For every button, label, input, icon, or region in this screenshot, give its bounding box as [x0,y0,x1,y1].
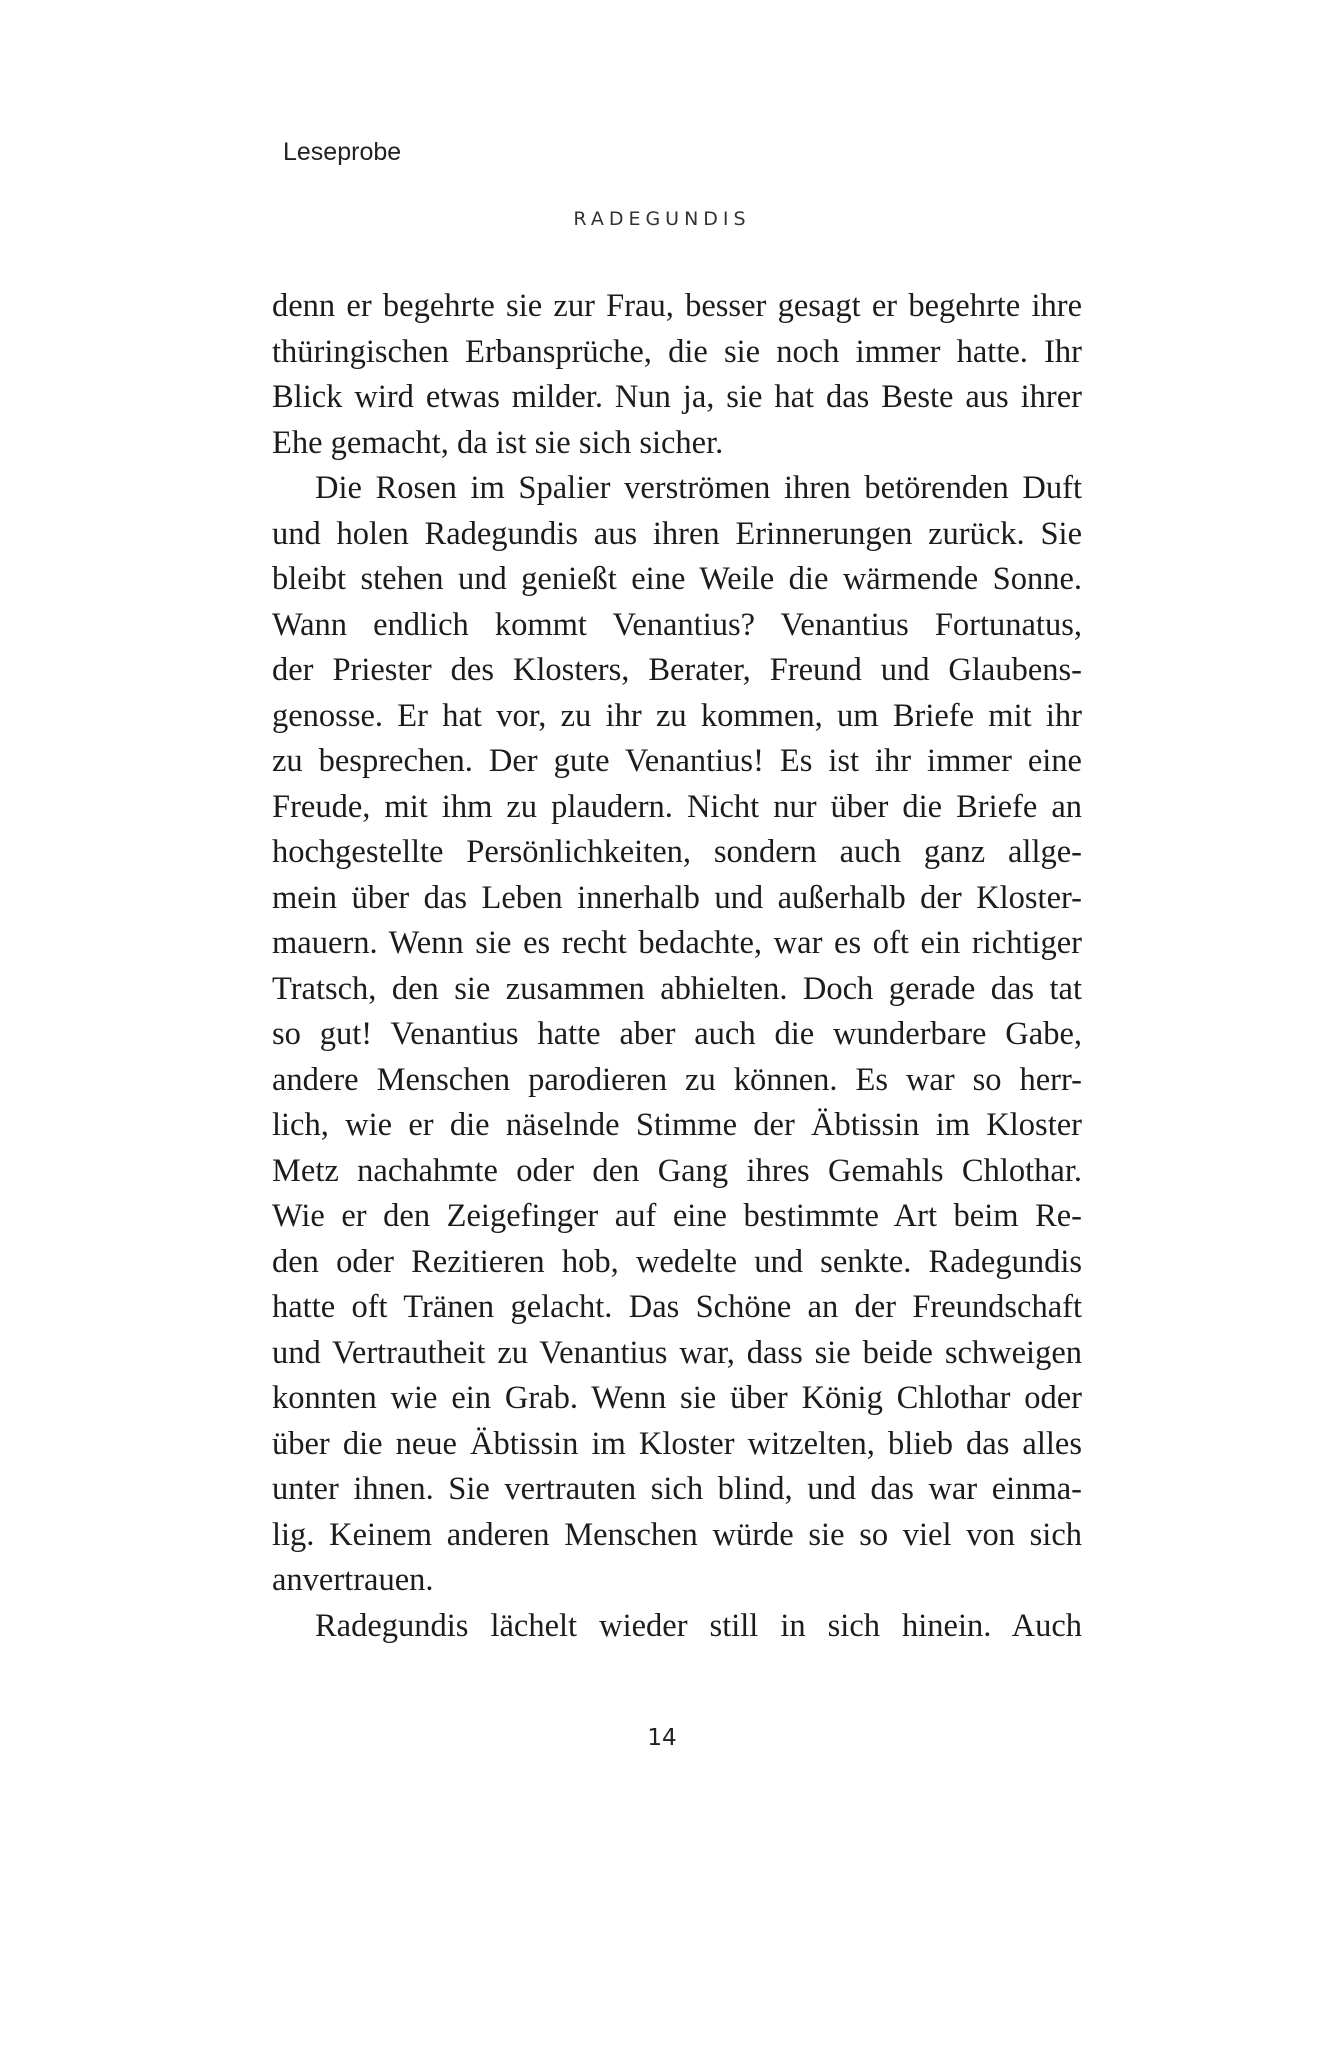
text-line: Wann endlich kommt Venantius? Venantius Fortunatus, [272,606,1082,643]
text-line: denn er begehrte sie zur Frau, besser gesagt er begehrte ihre [272,288,1082,324]
page-number: 14 [647,1725,677,1751]
text-line: Metz nachahmte oder den Gang ihres Gemahls Chlothar. [272,1152,1082,1189]
text-line: über die neue Äbtissin im Kloster witzelten, blieb das alles [272,1425,1082,1462]
text-line: Blick wird etwas milder. Nun ja, sie hat das Beste aus ihrer [272,379,1082,415]
text-line: anvertrauen. [272,1562,434,1598]
running-head: RADEGUNDIS [573,208,751,230]
text-line: unter ihnen. Sie vertrauten sich blind, und das war einma- [272,1471,1082,1507]
preview-stamp: Leseprobe [283,138,402,166]
text-line: Tratsch, den sie zusammen abhielten. Doch gerade das tat [272,970,1082,1007]
text-line: mauern. Wenn sie es recht bedachte, war es oft ein richtiger [272,925,1082,961]
text-line: Wie er den Zeigefinger auf eine bestimmte Art beim Re- [272,1198,1082,1234]
text-line: der Priester des Klosters, Berater, Freund und Glaubens- [272,652,1082,688]
text-line: andere Menschen parodieren zu können. Es war so herr- [272,1061,1082,1098]
text-line: zu besprechen. Der gute Venantius! Es ist ihr immer eine [272,743,1082,779]
text-line: lig. Keinem anderen Menschen würde sie so viel von sich [272,1516,1082,1553]
text-line: bleibt stehen und genießt eine Weile die wärmende Sonne. [272,561,1082,597]
body-text [272,284,1082,1649]
text-line: Radegundis lächelt wieder still in sich hinein. Auch [315,1607,1082,1644]
text-line: Die Rosen im Spalier verströmen ihren betörenden Duft [315,470,1082,506]
text-line: thüringischen Erbansprüche, die sie noch immer hatte. Ihr [272,333,1082,370]
text-line: mein über das Leben innerhalb und außerhalb der Kloster- [272,879,1082,916]
text-line: konnten wie ein Grab. Wenn sie über König Chlothar oder [272,1380,1082,1416]
text-line: und holen Radegundis aus ihren Erinnerungen zurück. Sie [272,515,1082,552]
text-line: genosse. Er hat vor, zu ihr zu kommen, um Briefe mit ihr [272,697,1082,734]
text-line: den oder Rezitieren hob, wedelte und senkte. Radegundis [272,1243,1082,1280]
text-line: lich, wie er die näselnde Stimme der Äbtissin im Kloster [272,1107,1082,1143]
text-line: so gut! Venantius hatte aber auch die wunderbare Gabe, [272,1016,1082,1052]
text-line: Ehe gemacht, da ist sie sich sicher. [272,424,724,461]
text-line: Freude, mit ihm zu plaudern. Nicht nur über die Briefe an [272,788,1082,825]
text-line: hatte oft Tränen gelacht. Das Schöne an der Freundschaft [272,1289,1082,1325]
text-line: und Vertrautheit zu Venantius war, dass sie beide schweigen [272,1334,1082,1371]
text-line: hochgestellte Persönlichkeiten, sondern auch ganz allge- [272,834,1082,870]
